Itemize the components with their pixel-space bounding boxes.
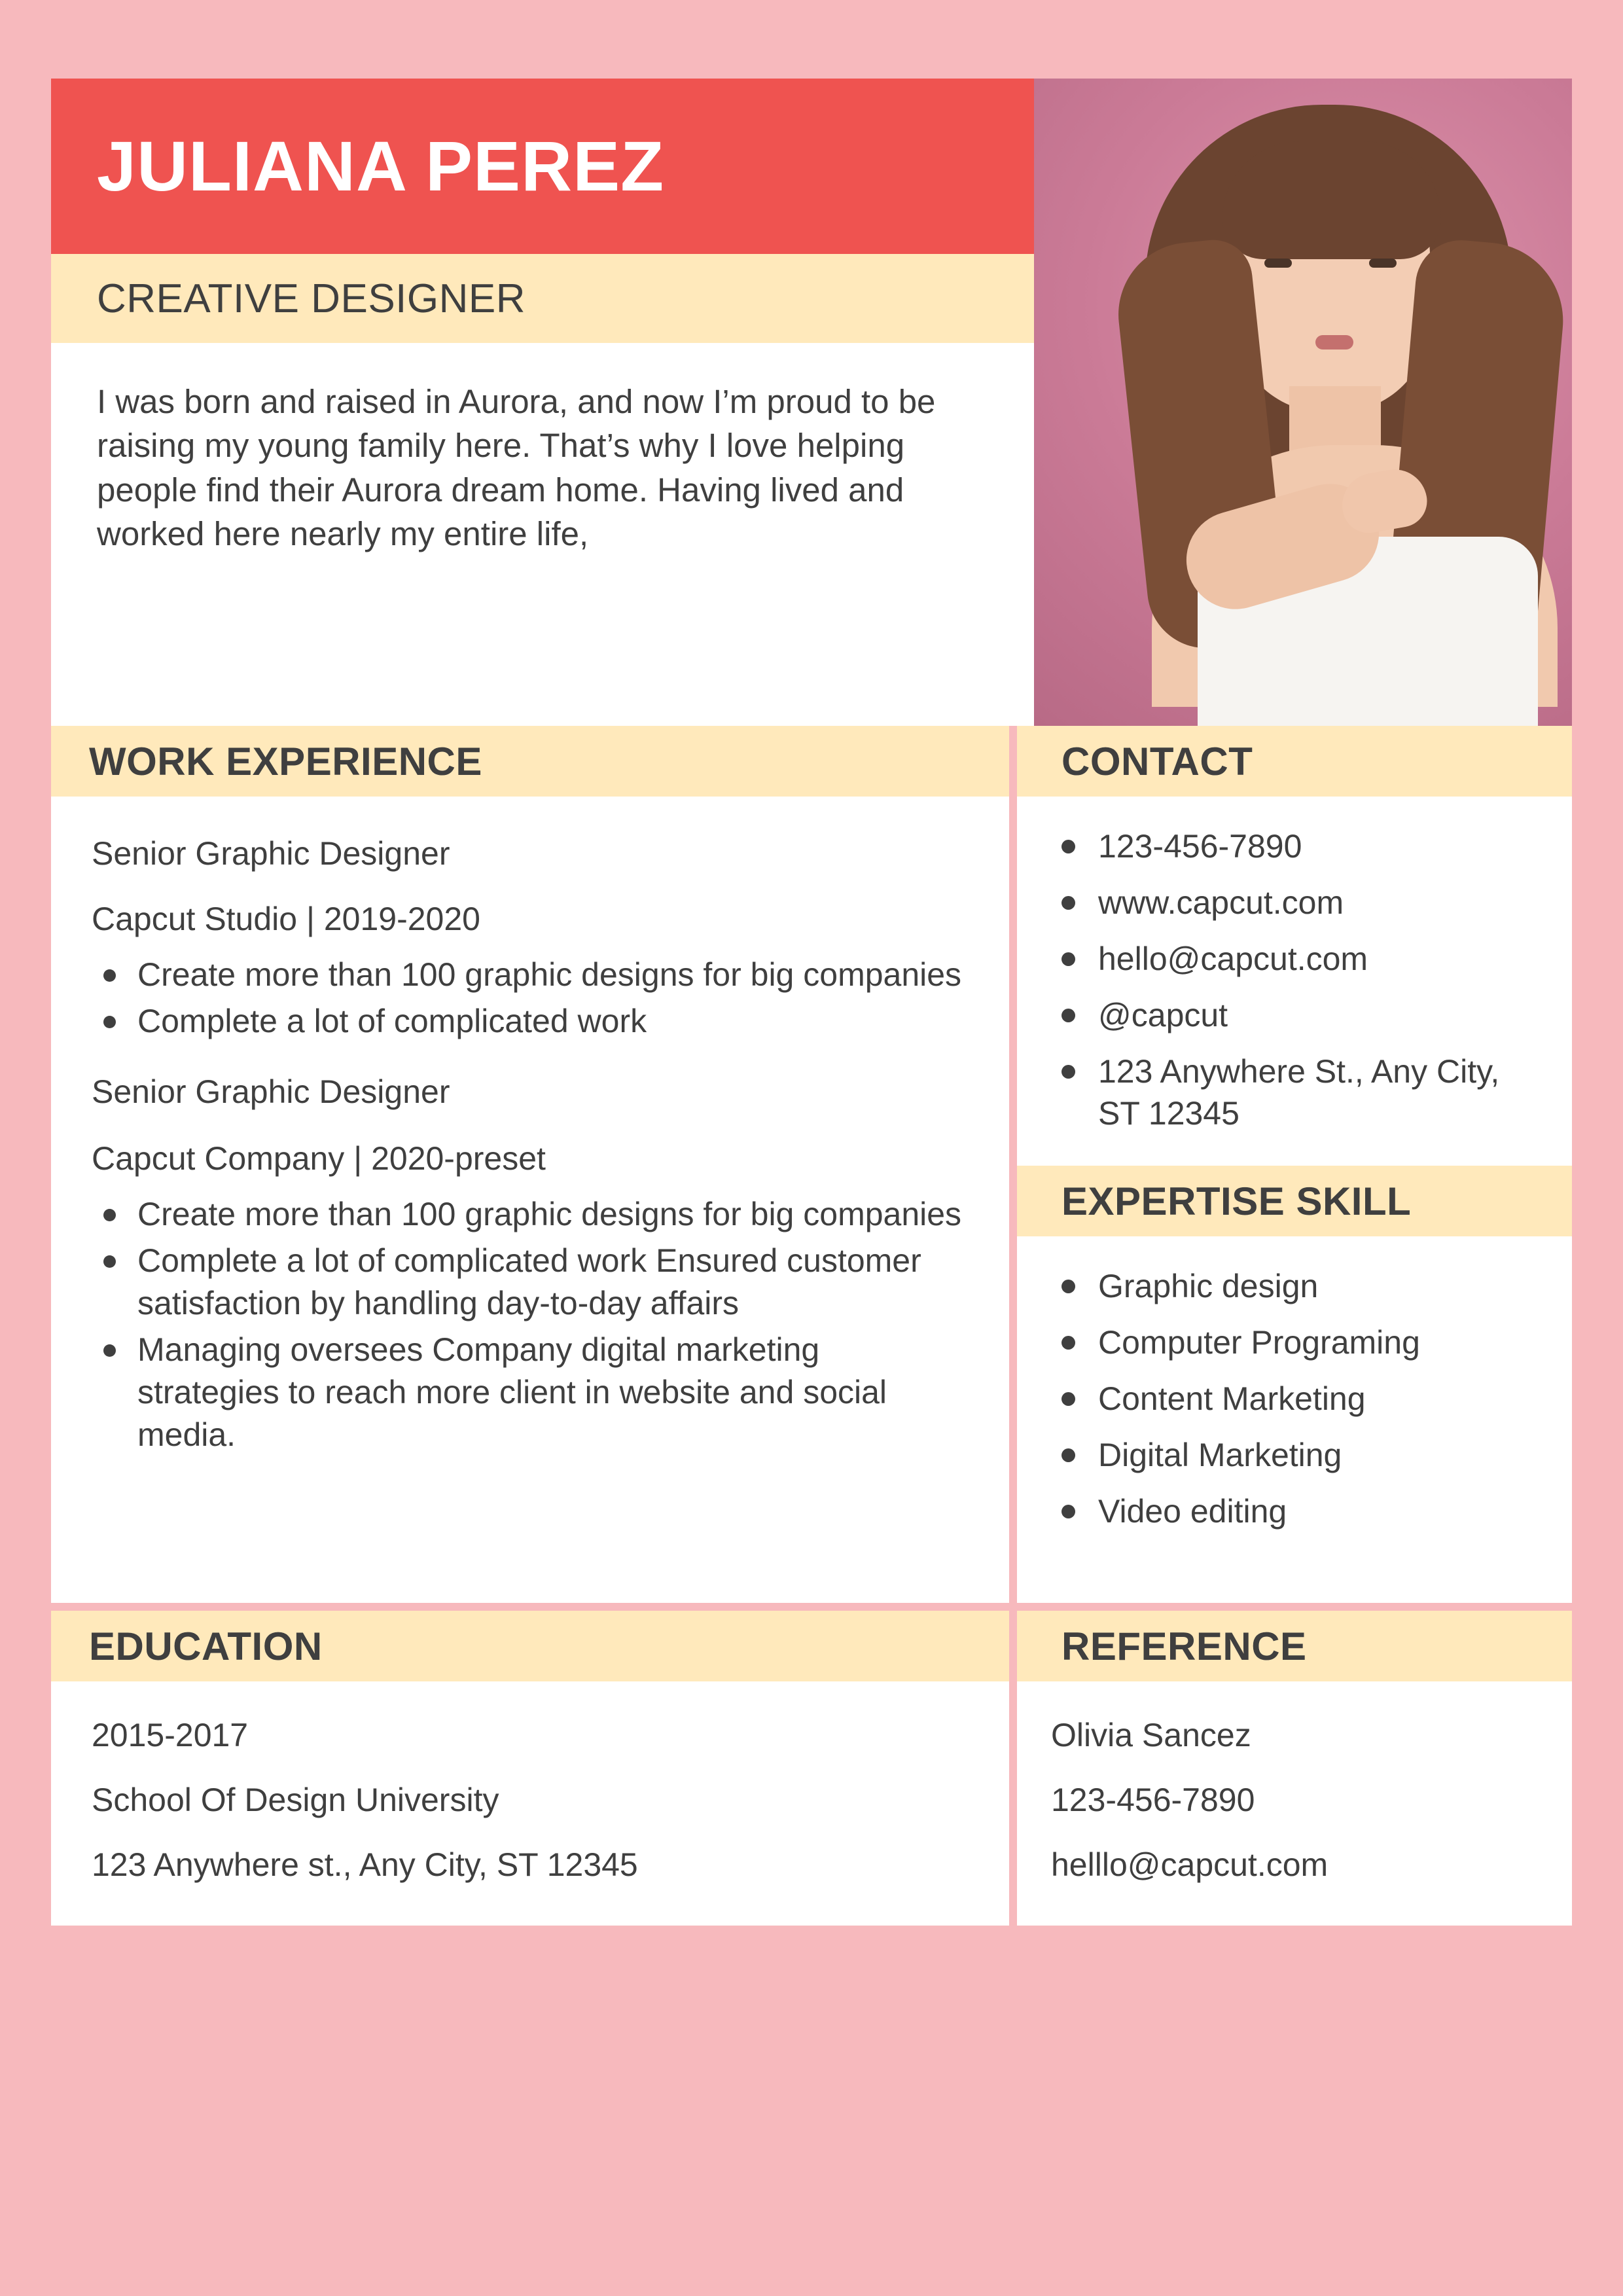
skill-list <box>1051 1265 1546 1532</box>
job-title: Senior Graphic Designer <box>92 1073 450 1110</box>
contact-website: www.capcut.com <box>1051 882 1546 924</box>
bottom-content-row <box>51 1681 1572 1926</box>
reference-content <box>1017 1681 1572 1926</box>
education-years: 2015-2017 <box>92 1717 249 1753</box>
page-title: JULIANA PEREZ <box>97 126 665 206</box>
resume-header <box>51 79 1572 726</box>
header-left-column <box>51 79 1034 726</box>
name-band <box>51 79 1034 254</box>
contact-address: 123 Anywhere St., Any City, ST 12345 <box>1051 1050 1546 1134</box>
list-item: Create more than 100 graphic designs for big companies <box>92 954 969 996</box>
list-item: Content Marketing <box>1051 1378 1546 1420</box>
main-content-row <box>51 797 1572 1603</box>
portrait-photo <box>1034 79 1572 726</box>
hair-fringe-shape <box>1222 141 1441 259</box>
list-item: Video editing <box>1051 1490 1546 1532</box>
job-bullet-list <box>92 954 969 1043</box>
summary-section <box>51 343 1034 726</box>
job-title: Senior Graphic Designer <box>92 835 450 872</box>
work-experience-header <box>51 726 1009 797</box>
right-sidebar <box>1017 797 1572 1603</box>
reference-header <box>1017 1611 1572 1681</box>
list-item: Complete a lot of complicated work <box>92 1000 969 1043</box>
column-divider <box>1009 1611 1017 1681</box>
education-content <box>51 1681 1009 1926</box>
expertise-skill-title: EXPERTISE SKILL <box>1061 1179 1412 1223</box>
list-item: Computer Programing <box>1051 1321 1546 1363</box>
bottom-title-row <box>51 1611 1572 1681</box>
job-role-subtitle: CREATIVE DESIGNER <box>97 276 526 321</box>
education-body <box>51 1681 1009 1926</box>
job-company-dates: Capcut Company | 2020-preset <box>92 1140 546 1177</box>
column-divider <box>1009 797 1017 1603</box>
list-item: Complete a lot of complicated work Ensured customer satisfaction by handling day-to-day affairs <box>92 1240 969 1325</box>
summary-text: I was born and raised in Aurora, and now I’m proud to be raising my young family here. That’s why I love helping people find their Aurora dream home. Having lived and worked here nearly my entire life, <box>97 383 936 552</box>
role-band <box>51 254 1034 343</box>
contact-social: @capcut <box>1051 994 1546 1036</box>
section-title-row <box>51 726 1572 797</box>
education-column <box>51 1611 1009 1681</box>
header-photo-panel <box>1034 79 1572 726</box>
reference-column <box>1017 1611 1572 1681</box>
contact-content <box>1017 797 1572 1166</box>
contact-list <box>1051 825 1546 1134</box>
education-header <box>51 1611 1009 1681</box>
reference-title: REFERENCE <box>1061 1624 1307 1668</box>
reference-body <box>1017 1681 1572 1926</box>
work-experience-body <box>51 797 1009 1603</box>
list-item: Graphic design <box>1051 1265 1546 1307</box>
job-entry <box>92 1073 969 1456</box>
expertise-skill-content <box>1017 1236 1572 1564</box>
reference-email: helllo@capcut.com <box>1051 1846 1329 1883</box>
contact-email: hello@capcut.com <box>1051 938 1546 980</box>
work-experience-column <box>51 726 1009 797</box>
contact-phone: 123-456-7890 <box>1051 825 1546 867</box>
list-item: Managing oversees Company digital marketing strategies to reach more client in website and social media. <box>92 1329 969 1456</box>
resume-page <box>51 79 1572 2219</box>
contact-column <box>1017 726 1572 797</box>
left-eye-shape <box>1264 259 1292 268</box>
expertise-skill-header <box>1017 1166 1572 1236</box>
reference-phone: 123-456-7890 <box>1051 1782 1255 1818</box>
job-entry <box>92 834 969 1043</box>
list-item: Digital Marketing <box>1051 1434 1546 1476</box>
education-title: EDUCATION <box>89 1624 323 1668</box>
column-divider <box>1009 726 1017 797</box>
list-item: Create more than 100 graphic designs for big companies <box>92 1193 969 1236</box>
job-bullet-list <box>92 1193 969 1456</box>
work-experience-title: WORK EXPERIENCE <box>89 739 482 783</box>
column-divider <box>1009 1681 1017 1926</box>
education-address: 123 Anywhere st., Any City, ST 12345 <box>92 1846 638 1883</box>
education-school: School Of Design University <box>92 1782 499 1818</box>
job-company-dates: Capcut Studio | 2019-2020 <box>92 901 480 937</box>
contact-header <box>1017 726 1572 797</box>
row-divider <box>51 1603 1572 1611</box>
sidebar-spacer <box>1017 1564 1572 1603</box>
right-eye-shape <box>1369 259 1397 268</box>
contact-title: CONTACT <box>1061 739 1253 783</box>
lips-shape <box>1315 335 1353 350</box>
work-experience-content <box>51 797 1009 1499</box>
reference-name: Olivia Sancez <box>1051 1717 1251 1753</box>
